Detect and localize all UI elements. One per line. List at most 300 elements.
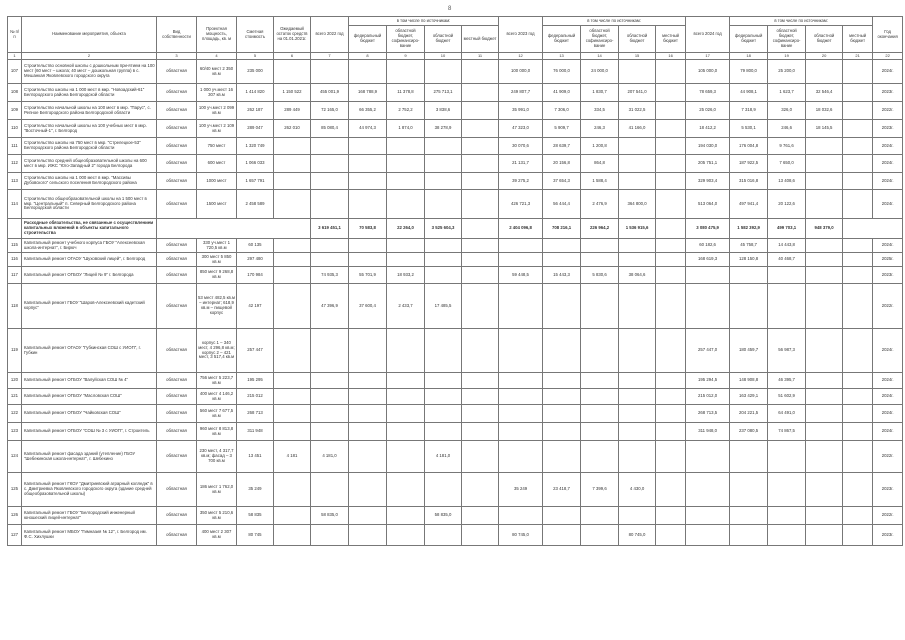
regional-2024 xyxy=(806,373,843,389)
local-2022 xyxy=(462,423,499,441)
header-est-cost: Сметная стоимость xyxy=(237,17,274,53)
total-2023 xyxy=(499,373,543,389)
object-name: Капитальный ремонт ОГАОУ "Шуховский лицей", г. Белгород xyxy=(22,253,157,267)
capacity: 300 мест 5 850 кв.м xyxy=(197,253,237,267)
row-number: 115 xyxy=(8,239,22,253)
header-reg: областной бюджет xyxy=(806,26,843,53)
total-2023 xyxy=(499,239,543,253)
regional-2022 xyxy=(425,389,462,405)
regional-2022 xyxy=(425,329,462,373)
local-2022 xyxy=(462,120,499,138)
federal-2024: 204 221,5 xyxy=(730,405,768,423)
federal-2024: 128 150,8 xyxy=(730,253,768,267)
local-2024 xyxy=(843,138,873,155)
estimated-cost: 80 745 xyxy=(237,525,274,546)
expected-balance xyxy=(274,473,311,507)
regional-2023: 41 166,0 xyxy=(619,120,656,138)
capacity: 186 мест 1 762,0 кв.м xyxy=(197,473,237,507)
header-fed: федеральный бюджет xyxy=(349,26,387,53)
completion-year: 2024г. xyxy=(873,329,903,373)
expected-balance: 262 010 xyxy=(274,120,311,138)
ownership: областная xyxy=(157,173,197,190)
federal-2022: 37 600,4 xyxy=(349,284,387,329)
estimated-cost: 60 135 xyxy=(237,239,274,253)
regional-2022: 3 838,6 xyxy=(425,102,462,120)
total-2023 xyxy=(499,284,543,329)
expected-balance xyxy=(274,507,311,525)
regional-2023: 38 064,6 xyxy=(619,267,656,284)
regional-2022 xyxy=(425,138,462,155)
regional-2024 xyxy=(806,405,843,423)
regional-2024 xyxy=(806,473,843,507)
capacity: 560 мест 7 677,5 кв.м xyxy=(197,405,237,423)
federal-2023: 23 418,7 xyxy=(543,473,581,507)
regional-cofin-2023 xyxy=(581,253,619,267)
local-2024 xyxy=(843,405,873,423)
subtotal-label: Расходные обязательства, не связанные с осуществлением капитальных вложений в объекты капитального строительства xyxy=(22,219,157,239)
regional-cofin-2022 xyxy=(387,173,425,190)
federal-2024 xyxy=(730,267,768,284)
regional-cofin-2022 xyxy=(387,329,425,373)
regional-2022: 58 835,0 xyxy=(425,507,462,525)
capacity: 400 мест 2 307 кв.м xyxy=(197,525,237,546)
local-2024 xyxy=(843,441,873,473)
local-2022 xyxy=(462,373,499,389)
federal-2023 xyxy=(543,507,581,525)
header-total-2024: всего 2024 год xyxy=(686,17,730,53)
federal-2024: 7 318,9 xyxy=(730,102,768,120)
regional-cofin-2023: 864,8 xyxy=(581,155,619,173)
table-row xyxy=(8,389,903,405)
column-number: 10 xyxy=(425,53,462,60)
federal-2024: 187 922,5 xyxy=(730,155,768,173)
regional-cofin-2023: 5 830,6 xyxy=(581,267,619,284)
regional-2024 xyxy=(806,190,843,219)
regional-cofin-2023 xyxy=(581,525,619,546)
federal-2022 xyxy=(349,173,387,190)
regional-2022 xyxy=(425,173,462,190)
row-number: 109 xyxy=(8,102,22,120)
completion-year: 2022г. xyxy=(873,284,903,329)
completion-year: 2024г. xyxy=(873,155,903,173)
object-name: Строительство основной школы с дошкольным при-ятием на 100 мест (60 мест – школа; 40 мест – дошкольная группа) в с. Мешанкая Яковлевского городского округа xyxy=(22,60,157,84)
column-number: 13 xyxy=(543,53,581,60)
ownership: областная xyxy=(157,441,197,473)
row-number: 122 xyxy=(8,405,22,423)
header-num: № п/п xyxy=(8,17,22,53)
regional-2022 xyxy=(425,405,462,423)
regional-cofin-2023: 246,3 xyxy=(581,120,619,138)
total-2022 xyxy=(311,138,349,155)
header-expected: Ожидаемый остаток средств на 01.01.2021г. xyxy=(274,17,311,53)
total-2022 xyxy=(311,60,349,84)
expected-balance xyxy=(274,155,311,173)
total-2024: 205 751,1 xyxy=(686,155,730,173)
local-2022 xyxy=(462,441,499,473)
federal-2022 xyxy=(349,389,387,405)
row-number: 111 xyxy=(8,138,22,155)
federal-2023: 15 443,3 xyxy=(543,267,581,284)
expected-balance xyxy=(274,405,311,423)
table-row xyxy=(8,405,903,423)
federal-2023: 56 444,4 xyxy=(543,190,581,219)
total-2022 xyxy=(311,525,349,546)
column-number: 5 xyxy=(237,53,274,60)
federal-2023 xyxy=(543,329,581,373)
estimated-cost: 195 295 xyxy=(237,373,274,389)
regional-2024 xyxy=(806,284,843,329)
total-2024: 195 294,5 xyxy=(686,373,730,389)
expected-balance xyxy=(274,60,311,84)
header-mun: местный бюджет xyxy=(656,26,686,53)
table-row xyxy=(8,267,903,284)
expected-balance xyxy=(274,329,311,373)
regional-2024 xyxy=(806,441,843,473)
regional-2022 xyxy=(425,239,462,253)
regional-cofin-2024 xyxy=(768,267,806,284)
local-2023 xyxy=(656,405,686,423)
expected-balance xyxy=(274,267,311,284)
federal-2022 xyxy=(349,253,387,267)
completion-year: 2024г. xyxy=(873,389,903,405)
completion-year: 2023г. xyxy=(873,473,903,507)
row-number: 126 xyxy=(8,507,22,525)
object-name: Капитальный ремонт ОГБОУ "Масловская СОШ" xyxy=(22,389,157,405)
total-2024: 268 713,5 xyxy=(686,405,730,423)
local-2022 xyxy=(462,190,499,219)
federal-2024: 180 459,7 xyxy=(730,329,768,373)
total-2023: 35 991,0 xyxy=(499,102,543,120)
regional-cofin-2024: 1 623,7 xyxy=(768,84,806,102)
header-ownership: Вид собственности xyxy=(157,17,197,53)
regional-2023 xyxy=(619,441,656,473)
header-completion: Год окончания xyxy=(873,17,903,53)
local-2022 xyxy=(462,155,499,173)
expected-balance xyxy=(274,239,311,253)
regional-2023 xyxy=(619,253,656,267)
header-mun: местный бюджет xyxy=(843,26,873,53)
federal-2024 xyxy=(730,441,768,473)
table-row xyxy=(8,84,903,102)
regional-2023: 207 541,0 xyxy=(619,84,656,102)
regional-cofin-2024: 14 443,8 xyxy=(768,239,806,253)
total-2023 xyxy=(499,507,543,525)
local-2022 xyxy=(462,138,499,155)
regional-2022: 38 278,9 xyxy=(425,120,462,138)
subtotal-rc23: 226 964,2 xyxy=(581,219,619,239)
subtotal-f22: 70 583,8 xyxy=(349,219,387,239)
regional-cofin-2023 xyxy=(581,239,619,253)
completion-year: 2023г. xyxy=(873,84,903,102)
table-row xyxy=(8,507,903,525)
table-row xyxy=(8,473,903,507)
local-2024 xyxy=(843,60,873,84)
subtotal-f24: 1 582 392,9 xyxy=(730,219,768,239)
regional-2024 xyxy=(806,138,843,155)
regional-cofin-2023: 1 588,4 xyxy=(581,173,619,190)
regional-cofin-2023: 2 476,9 xyxy=(581,190,619,219)
total-2024: 18 412,2 xyxy=(686,120,730,138)
local-2022 xyxy=(462,507,499,525)
federal-2022 xyxy=(349,423,387,441)
regional-2023: 4 430,0 xyxy=(619,473,656,507)
regional-2024 xyxy=(806,267,843,284)
capacity: 750 мест xyxy=(197,138,237,155)
regional-cofin-2022: 18 933,2 xyxy=(387,267,425,284)
ownership: областная xyxy=(157,120,197,138)
regional-2024 xyxy=(806,173,843,190)
federal-2024 xyxy=(730,473,768,507)
local-2023 xyxy=(656,267,686,284)
federal-2024: 237 080,5 xyxy=(730,423,768,441)
federal-2024: 45 758,7 xyxy=(730,239,768,253)
row-number: 107 xyxy=(8,60,22,84)
estimated-cost: 170 984 xyxy=(237,267,274,284)
local-2023 xyxy=(656,84,686,102)
regional-cofin-2024 xyxy=(768,284,806,329)
completion-year: 2024г. xyxy=(873,173,903,190)
ownership: областная xyxy=(157,84,197,102)
federal-2023 xyxy=(543,389,581,405)
federal-2022 xyxy=(349,373,387,389)
federal-2024: 79 800,0 xyxy=(730,60,768,84)
row-number: 112 xyxy=(8,155,22,173)
regional-cofin-2022: 2 752,2 xyxy=(387,102,425,120)
federal-2022 xyxy=(349,473,387,507)
local-2022 xyxy=(462,239,499,253)
total-2022 xyxy=(311,173,349,190)
local-2022 xyxy=(462,405,499,423)
table-row xyxy=(8,373,903,389)
ownership: областная xyxy=(157,507,197,525)
federal-2023 xyxy=(543,525,581,546)
object-name: Капитальный ремонт учебного корпуса ГБОУ "Алексеевская школа-интернат", г. Бирюч xyxy=(22,239,157,253)
total-2024: 25 026,0 xyxy=(686,102,730,120)
regional-2024 xyxy=(806,389,843,405)
completion-year: 2023г. xyxy=(873,120,903,138)
regional-cofin-2024: 9 761,6 xyxy=(768,138,806,155)
row-number: 125 xyxy=(8,473,22,507)
estimated-cost: 268 713 xyxy=(237,405,274,423)
local-2022 xyxy=(462,329,499,373)
header-reg: областной бюджет xyxy=(619,26,656,53)
regional-2022 xyxy=(425,190,462,219)
federal-2023: 28 639,7 xyxy=(543,138,581,155)
local-2023 xyxy=(656,441,686,473)
regional-cofin-2022 xyxy=(387,138,425,155)
regional-2023 xyxy=(619,60,656,84)
local-2023 xyxy=(656,190,686,219)
completion-year: 2024г. xyxy=(873,138,903,155)
total-2022 xyxy=(311,329,349,373)
estimated-cost: 1 066 033 xyxy=(237,155,274,173)
completion-year: 2024г. xyxy=(873,239,903,253)
estimated-cost: 215 012 xyxy=(237,389,274,405)
object-name: Строительство начальной школы на 100 учебных мест в мкр. "Восточный-1", г. Белгород xyxy=(22,120,157,138)
total-2023 xyxy=(499,423,543,441)
column-number: 12 xyxy=(499,53,543,60)
regional-2023 xyxy=(619,329,656,373)
federal-2022: 168 788,9 xyxy=(349,84,387,102)
regional-cofin-2024: 51 602,9 xyxy=(768,389,806,405)
total-2023: 21 131,7 xyxy=(499,155,543,173)
capacity: 1000 мест xyxy=(197,173,237,190)
expected-balance: 4 181 xyxy=(274,441,311,473)
estimated-cost: 297 480 xyxy=(237,253,274,267)
total-2024: 105 000,0 xyxy=(686,60,730,84)
capacity: 960 мест 8 813,8 кв.м xyxy=(197,423,237,441)
completion-year: 2024г. xyxy=(873,373,903,389)
regional-cofin-2024: 20 122,6 xyxy=(768,190,806,219)
federal-2024: 44 908,1 xyxy=(730,84,768,102)
table-row xyxy=(8,60,903,84)
regional-cofin-2023: 1 830,7 xyxy=(581,84,619,102)
ownership: областная xyxy=(157,525,197,546)
regional-cofin-2023 xyxy=(581,423,619,441)
local-2023 xyxy=(656,60,686,84)
row-number: 119 xyxy=(8,329,22,373)
object-name: Капитальный ремонт ОГБОУ "Чайковская СОШ" xyxy=(22,405,157,423)
regional-2022 xyxy=(425,525,462,546)
budget-table xyxy=(7,16,903,546)
page-number: 8 xyxy=(448,6,452,12)
federal-2022 xyxy=(349,239,387,253)
regional-2024: 18 145,5 xyxy=(806,120,843,138)
column-number: 15 xyxy=(619,53,656,60)
completion-year: 2024г. xyxy=(873,60,903,84)
local-2024 xyxy=(843,190,873,219)
regional-2024 xyxy=(806,239,843,253)
total-2023: 47 323,0 xyxy=(499,120,543,138)
estimated-cost: 235 000 xyxy=(237,60,274,84)
subtotal-r24: 948 379,0 xyxy=(806,219,843,239)
regional-cofin-2024: 25 200,0 xyxy=(768,60,806,84)
completion-year: 2024г. xyxy=(873,423,903,441)
local-2023 xyxy=(656,239,686,253)
row-number: 117 xyxy=(8,267,22,284)
capacity: 1500 мест xyxy=(197,190,237,219)
capacity: 850 мест 9 268,8 кв.м xyxy=(197,267,237,284)
total-2023: 30 070,6 xyxy=(499,138,543,155)
row-number: 127 xyxy=(8,525,22,546)
regional-2022 xyxy=(425,155,462,173)
estimated-cost: 311 948 xyxy=(237,423,274,441)
regional-cofin-2023: 7 399,6 xyxy=(581,473,619,507)
regional-2024 xyxy=(806,423,843,441)
local-2022 xyxy=(462,284,499,329)
header-capacity: Проектная мощность, площадь, кв. м xyxy=(197,17,237,53)
capacity: 100 уч.мест 2 109 кв.м xyxy=(197,120,237,138)
expected-balance xyxy=(274,389,311,405)
regional-cofin-2024: 326,0 xyxy=(768,102,806,120)
completion-year: 2025г. xyxy=(873,253,903,267)
regional-cofin-2022 xyxy=(387,239,425,253)
regional-cofin-2024: 74 867,5 xyxy=(768,423,806,441)
regional-cofin-2023: 334,5 xyxy=(581,102,619,120)
total-2022 xyxy=(311,473,349,507)
total-2024 xyxy=(686,507,730,525)
table-body xyxy=(8,60,903,546)
ownership: областная xyxy=(157,239,197,253)
federal-2022 xyxy=(349,60,387,84)
local-2024 xyxy=(843,102,873,120)
total-2024 xyxy=(686,267,730,284)
total-2023: 59 448,5 xyxy=(499,267,543,284)
regional-cofin-2024 xyxy=(768,441,806,473)
local-2024 xyxy=(843,373,873,389)
regional-2024 xyxy=(806,253,843,267)
federal-2024: 5 530,1 xyxy=(730,120,768,138)
regional-cofin-2023 xyxy=(581,329,619,373)
total-2023 xyxy=(499,441,543,473)
regional-2024: 32 546,4 xyxy=(806,84,843,102)
federal-2023: 37 654,3 xyxy=(543,173,581,190)
row-number: 110 xyxy=(8,120,22,138)
column-number: 2 xyxy=(22,53,157,60)
federal-2022: 66 355,2 xyxy=(349,102,387,120)
regional-2023 xyxy=(619,423,656,441)
federal-2023 xyxy=(543,423,581,441)
regional-2023: 80 745,0 xyxy=(619,525,656,546)
object-name: Капитальный ремонт ГКОУ "Дмитриевский аграрный колледж" в с. Дмитриевка Яковлевского городского округа (здание средней общеобразовательной школы) xyxy=(22,473,157,507)
local-2024 xyxy=(843,389,873,405)
header-mun: местный бюджет xyxy=(462,26,499,53)
total-2022 xyxy=(311,405,349,423)
local-2023 xyxy=(656,120,686,138)
local-2022 xyxy=(462,253,499,267)
total-2024: 78 659,3 xyxy=(686,84,730,102)
regional-2024 xyxy=(806,329,843,373)
total-2023 xyxy=(499,389,543,405)
local-2023 xyxy=(656,155,686,173)
local-2022 xyxy=(462,60,499,84)
table-row xyxy=(8,173,903,190)
total-2023: 80 745,0 xyxy=(499,525,543,546)
total-2024: 329 903,4 xyxy=(686,173,730,190)
regional-2024: 18 032,6 xyxy=(806,102,843,120)
regional-cofin-2022 xyxy=(387,190,425,219)
column-number: 22 xyxy=(873,53,903,60)
total-2023 xyxy=(499,253,543,267)
header-total-2022: всего 2022 год xyxy=(311,17,349,53)
regional-cofin-2023 xyxy=(581,441,619,473)
total-2022 xyxy=(311,190,349,219)
total-2024: 311 948,0 xyxy=(686,423,730,441)
total-2024 xyxy=(686,525,730,546)
regional-cofin-2024 xyxy=(768,473,806,507)
object-name: Строительство школы на 750 мест в мкр. "Стрелецкое-53" Белгородского района Белгородской области xyxy=(22,138,157,155)
total-2024: 60 182,6 xyxy=(686,239,730,253)
object-name: Капитальный ремонт ОГБОУ "Лицей № 9" г. Белгорода xyxy=(22,267,157,284)
regional-cofin-2022 xyxy=(387,473,425,507)
local-2024 xyxy=(843,267,873,284)
federal-2022 xyxy=(349,190,387,219)
object-name: Строительство общеобразовательной школы на 1 500 мест в мкр. "Центральный" п. Северный Белгородского района Белгородской области xyxy=(22,190,157,219)
empty-cell xyxy=(843,219,903,239)
column-number: 7 xyxy=(311,53,349,60)
estimated-cost: 1 320 749 xyxy=(237,138,274,155)
local-2023 xyxy=(656,525,686,546)
header-incl-2023: в том числе по источникам: xyxy=(543,17,686,26)
total-2022 xyxy=(311,389,349,405)
empty-cell xyxy=(462,219,499,239)
regional-cofin-2024: 64 491,0 xyxy=(768,405,806,423)
ownership: областная xyxy=(157,373,197,389)
regional-2022 xyxy=(425,373,462,389)
estimated-cost: 289 047 xyxy=(237,120,274,138)
federal-2022 xyxy=(349,507,387,525)
federal-2023: 7 306,0 xyxy=(543,102,581,120)
